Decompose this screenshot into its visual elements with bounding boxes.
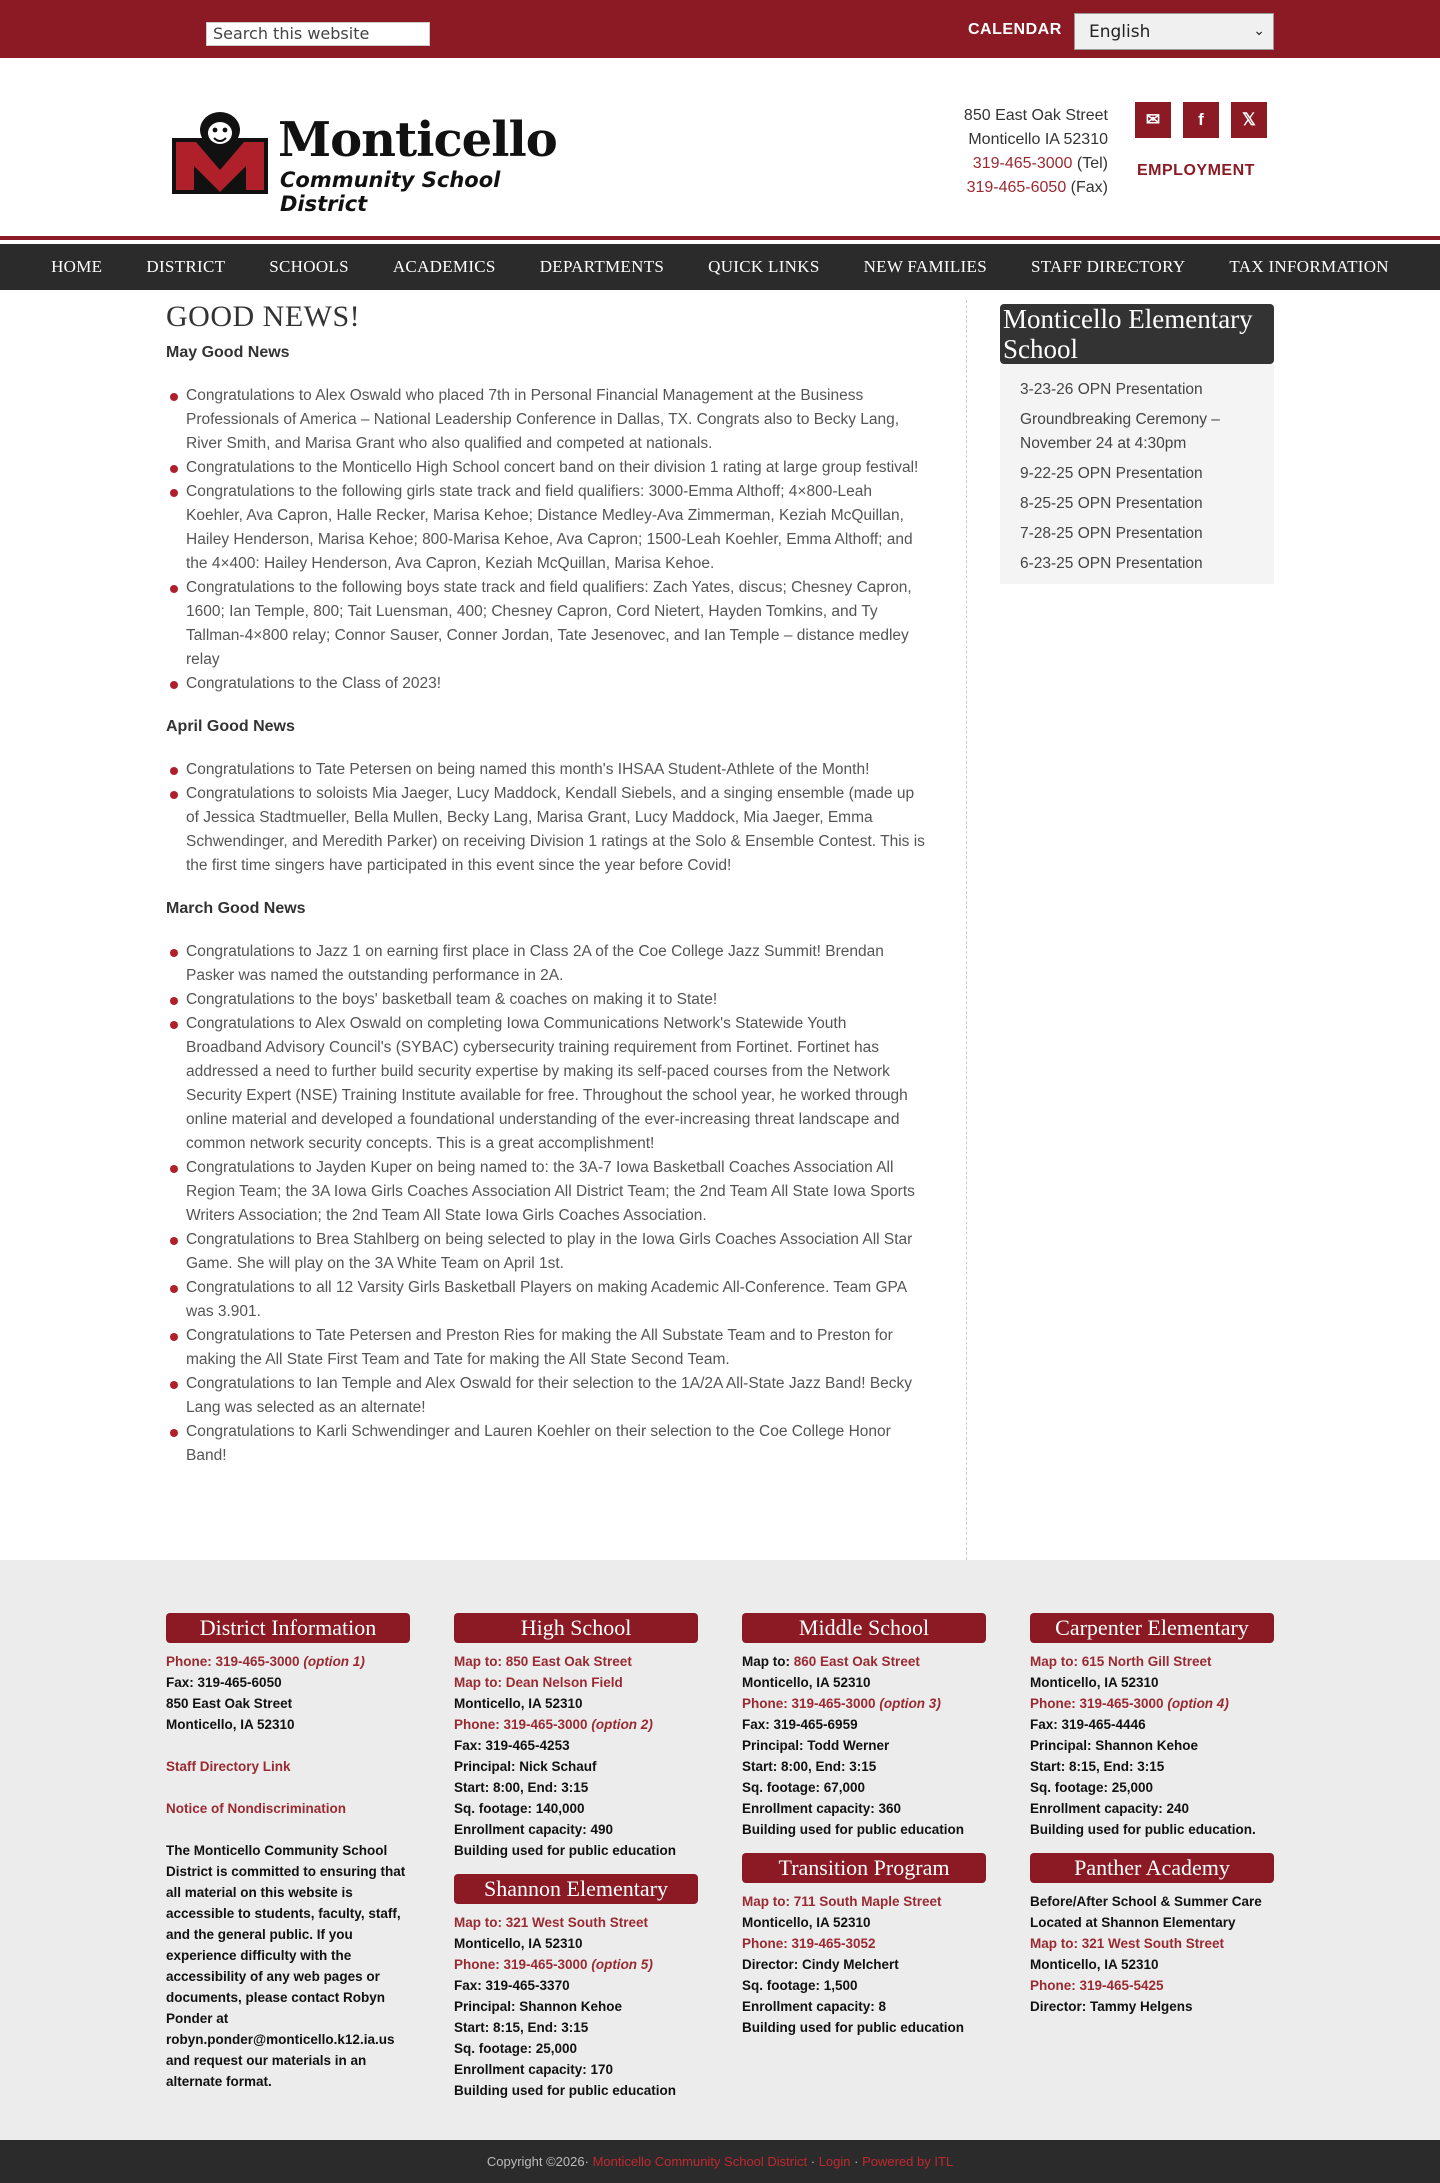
x-twitter-button[interactable]	[1231, 102, 1267, 138]
hours-text: Start: 8:00, End: 3:15	[454, 1780, 589, 1795]
nav-schools[interactable]: SCHOOLS	[269, 257, 349, 276]
list-item: Congratulations to Jayden Kuper on being named to: the 3A-7 Iowa Basketball Coaches Association All Region Team; the 3A Iowa Girls Coaches Association All District Team; the 2nd Team All State Iowa Sports Writers Association; the 2nd Team All State Iowa Girls Coaches Association.	[166, 1156, 926, 1228]
sidebar-link[interactable]: 8-25-25 OPN Presentation	[1020, 495, 1203, 512]
employment-link[interactable]: EMPLOYMENT	[1137, 162, 1255, 179]
nav-quick-links[interactable]: QUICK LINKS	[708, 257, 820, 276]
list-item: Congratulations to Jazz 1 on earning first place in Class 2A of the Coe College Jazz Summit! Brendan Pasker was named the outstanding performance in 2A.	[166, 940, 926, 988]
city-text: Monticello, IA 52310	[1030, 1675, 1159, 1690]
map-link[interactable]: Map to: 850 East Oak Street	[454, 1654, 632, 1669]
director-text: Director: Cindy Melchert	[742, 1957, 899, 1972]
copyright-bar	[0, 2140, 1440, 2183]
footer-carpenter-elementary	[1030, 1613, 1274, 2017]
fax-suffix: (Fax)	[1066, 179, 1108, 196]
list-item: Congratulations to the Monticello High School concert band on their division 1 rating at large group festival!	[166, 456, 926, 480]
phone-option: (option 2)	[591, 1717, 653, 1732]
list-item: Congratulations to the following girls state track and field qualifiers: 3000-Emma Althoff; 4×800-Leah Koehler, Ava Capron, Halle Recker, Marisa Kehoe; Distance Medley-Ava Zimmerman, Keziah McQuillan, Hailey Henderson, Marisa Kehoe; 800-Marisa Kehoe, Ava Capron; 1500-Leah Koehler, Emma Althoff; and the 4×400: Hailey Henderson, Ava Capron, Keziah McQuillan, Marisa Kehoe.	[166, 480, 926, 576]
facebook-button[interactable]	[1183, 102, 1219, 138]
fax-link[interactable]: 319-465-6050	[966, 179, 1067, 196]
building-use-text: Building used for public education	[454, 1843, 676, 1858]
list-item: Congratulations to Karli Schwendinger and Lauren Koehler on their selection to the Coe College Honor Band!	[166, 1420, 926, 1468]
address-line: Monticello, IA 52310	[166, 1717, 295, 1732]
list-item: Congratulations to the following boys state track and field qualifiers: Zach Yates, discus; Chesney Capron, 1600; Ian Temple, 800; Tait Luensman, 400; Chesney Capron, Cord Nietert, Hayden Tomkins, and Ty Tallman-4×800 relay; Connor Sauser, Conner Jordan, Tate Jesenovec, and Ian Temple – distance medley relay	[166, 576, 926, 672]
facebook-icon: f	[1198, 110, 1204, 129]
list-item: Congratulations to the Class of 2023!	[166, 672, 926, 696]
sq-footage-text: Sq. footage: 1,500	[742, 1978, 858, 1993]
location-text: Located at Shannon Elementary	[1030, 1915, 1236, 1930]
list-item: Congratulations to Ian Temple and Alex Oswald for their selection to the 1A/2A All-State Jazz Band! Becky Lang was selected as an alternate!	[166, 1372, 926, 1420]
language-select[interactable]	[1074, 13, 1274, 50]
enrollment-text: Enrollment capacity: 490	[454, 1822, 614, 1837]
phone-link[interactable]: Phone: 319-465-3000	[454, 1717, 592, 1732]
nav-home[interactable]: HOME	[51, 257, 103, 276]
hours-text: Start: 8:15, End: 3:15	[1030, 1759, 1165, 1774]
sidebar	[1000, 304, 1274, 584]
list-item: Congratulations to Alex Oswald on completing Iowa Communications Network's Statewide Youth Broadband Advisory Council's (SYBAC) cybersecurity training requirement from Fortinet. Fortinet has addressed a need to further build security expertise by making its self-paced courses from the Network Security Expert (NSE) Training Institute available for free. Throughout the school year, he worked through online material and developed a foundational understanding of the ever-increasing threat landscape and common network security concepts. This is a great accomplishment!	[166, 1012, 926, 1156]
separator: ·	[850, 2154, 863, 2169]
sq-footage-text: Sq. footage: 67,000	[742, 1780, 866, 1795]
login-link[interactable]: Login	[818, 2154, 851, 2169]
director-text: Director: Tammy Helgens	[1030, 1999, 1193, 2014]
sq-footage-text: Sq. footage: 25,000	[1030, 1780, 1154, 1795]
chevron-down-icon: ⌄	[1253, 23, 1265, 39]
sidebar-link[interactable]: 6-23-25 OPN Presentation	[1020, 555, 1203, 572]
city-text: Monticello, IA 52310	[454, 1936, 583, 1951]
content-divider	[966, 300, 967, 1560]
sidebar-link[interactable]: 9-22-25 OPN Presentation	[1020, 465, 1203, 482]
district-logo[interactable]	[170, 102, 570, 216]
phone-option: (option 4)	[1167, 1696, 1229, 1711]
main-nav	[0, 244, 1440, 290]
search-input[interactable]: Search this website	[206, 22, 430, 46]
footer-high-school	[454, 1613, 698, 2101]
list-item: Congratulations to Tate Petersen and Preston Ries for making the All Substate Team and to Preston for making the All State First Team and Tate for making the All State Second Team.	[166, 1324, 926, 1372]
phone-link[interactable]: Phone: 319-465-3052	[742, 1936, 876, 1951]
principal-text: Principal: Shannon Kehoe	[1030, 1738, 1199, 1753]
separator: ·	[807, 2154, 819, 2169]
phone-link[interactable]: Phone: 319-465-3000	[454, 1957, 592, 1972]
news-list	[166, 940, 926, 1468]
map-link[interactable]: 860 East Oak Street	[793, 1654, 920, 1669]
list-item: Congratulations to Alex Oswald who placed 7th in Personal Financial Management at the Business Professionals of America – National Leadership Conference in Dallas, TX. Congrats also to Becky Lang, River Smith, and Marisa Grant who also qualified and competed at nationals.	[166, 384, 926, 456]
nav-staff-directory[interactable]: STAFF DIRECTORY	[1030, 257, 1186, 276]
enrollment-text: Enrollment capacity: 170	[454, 2062, 614, 2077]
section-heading: April Good News	[166, 718, 295, 735]
sidebar-list	[1000, 364, 1274, 584]
envelope-icon: ✉	[1145, 110, 1161, 129]
main-content	[166, 300, 926, 1490]
principal-text: Principal: Nick Schauf	[454, 1759, 597, 1774]
footer-heading: Transition Program	[742, 1853, 986, 1883]
city-text: Monticello, IA 52310	[1030, 1957, 1159, 1972]
phone-option: (option 5)	[591, 1957, 653, 1972]
sidebar-link[interactable]: Groundbreaking Ceremony – November 24 at 4:30pm	[1020, 411, 1220, 452]
phone-option: (option 3)	[879, 1696, 941, 1711]
building-use-text: Building used for public education.	[1030, 1822, 1256, 1837]
district-address	[930, 104, 1108, 200]
nav-academics[interactable]: ACADEMICS	[392, 257, 496, 276]
building-use-text: Building used for public education	[742, 1822, 964, 1837]
news-list	[166, 758, 926, 878]
city-text: Monticello, IA 52310	[742, 1915, 871, 1930]
x-twitter-icon: 𝕏	[1242, 110, 1256, 129]
sidebar-title: Monticello Elementary School	[1000, 304, 1274, 364]
phone-option: (option 1)	[303, 1654, 365, 1669]
map-link[interactable]: Map to: 321 West South Street	[454, 1915, 649, 1930]
footer-district-info	[166, 1613, 410, 2092]
city-text: Monticello, IA 52310	[454, 1696, 583, 1711]
sq-footage-text: Sq. footage: 140,000	[454, 1801, 585, 1816]
language-value: English	[1089, 22, 1151, 42]
nav-new-families[interactable]: NEW FAMILIES	[863, 257, 987, 276]
phone-link[interactable]: Phone: 319-465-3000	[166, 1654, 304, 1669]
phone-link[interactable]: Phone: 319-465-5425	[1030, 1978, 1164, 1993]
fax-text: Fax: 319-465-4253	[454, 1738, 570, 1753]
fax-text: Fax: 319-465-4446	[1030, 1717, 1146, 1732]
site-header	[0, 58, 1440, 240]
footer-heading: Shannon Elementary	[454, 1874, 698, 1904]
footer-heading: Carpenter Elementary	[1030, 1613, 1274, 1643]
footer-heading: District Information	[166, 1613, 410, 1643]
principal-text: Principal: Shannon Kehoe	[454, 1999, 623, 2014]
map-prefix: Map to:	[742, 1654, 794, 1669]
footer-heading: High School	[454, 1613, 698, 1643]
address-line: 850 East Oak Street	[166, 1696, 293, 1711]
accessibility-statement: The Monticello Community School District is committed to ensuring that all material on this website is accessible to students, faculty, staff, and the general public. If you experience difficulty with the accessibility of any web pages or documents, please contact Robyn Ponder at robyn.ponder@monticello.k12.ia.us and request our materials in an alternate format.	[166, 1843, 406, 2089]
fax-text: Fax: 319-465-3370	[454, 1978, 570, 1993]
footer-heading: Panther Academy	[1030, 1853, 1274, 1883]
map-link[interactable]: Map to: 615 North Gill Street	[1030, 1654, 1212, 1669]
building-use-text: Building used for public education	[454, 2083, 676, 2098]
nondiscrimination-link[interactable]: Notice of Nondiscrimination	[166, 1801, 347, 1816]
phone-link[interactable]: 319-465-3000	[972, 155, 1073, 172]
map-link[interactable]: Map to: 321 West South Street	[1030, 1936, 1225, 1951]
news-list	[166, 384, 926, 696]
map-link[interactable]: Map to: Dean Nelson Field	[454, 1675, 623, 1690]
section-heading: May Good News	[166, 344, 290, 361]
panther-m-logo-icon	[170, 108, 270, 196]
sidebar-link[interactable]: 7-28-25 OPN Presentation	[1020, 525, 1203, 542]
program-text: Before/After School & Summer Care	[1030, 1894, 1262, 1909]
address-line: 850 East Oak Street	[963, 107, 1108, 124]
building-use-text: Building used for public education	[742, 2020, 964, 2035]
enrollment-text: Enrollment capacity: 8	[742, 1999, 887, 2014]
nav-tax-information[interactable]: TAX INFORMATION	[1229, 257, 1389, 276]
hours-text: Start: 8:00, End: 3:15	[742, 1759, 877, 1774]
fax-text: Fax: 319-465-6050	[166, 1675, 282, 1690]
logo-subtitle: Community School District	[280, 168, 501, 216]
nav-district[interactable]: DISTRICT	[146, 257, 226, 276]
list-item: Congratulations to all 12 Varsity Girls Basketball Players on making Academic All-Conference. Team GPA was 3.901.	[166, 1276, 926, 1324]
address-line: Monticello IA 52310	[968, 131, 1108, 148]
phone-link[interactable]: Phone: 319-465-3000	[742, 1696, 880, 1711]
city-text: Monticello, IA 52310	[742, 1675, 871, 1690]
email-button[interactable]	[1135, 102, 1171, 138]
page-title: GOOD NEWS!	[166, 300, 361, 333]
logo-title: Monticello	[278, 112, 557, 168]
copyright-text: Copyright ©2026·	[486, 2154, 593, 2169]
top-bar	[0, 0, 1440, 58]
phone-link[interactable]: Phone: 319-465-3000	[1030, 1696, 1168, 1711]
nav-departments[interactable]: DEPARTMENTS	[539, 257, 665, 276]
list-item: Congratulations to Brea Stahlberg on being selected to play in the Iowa Girls Coaches Association All Star Game. She will play on the 3A White Team on April 1st.	[166, 1228, 926, 1276]
footer-heading: Middle School	[742, 1613, 986, 1643]
site-link[interactable]: Monticello Community School District	[592, 2154, 808, 2169]
enrollment-text: Enrollment capacity: 360	[742, 1801, 902, 1816]
list-item: Congratulations to the boys' basketball team & coaches on making it to State!	[166, 988, 926, 1012]
list-item: Congratulations to soloists Mia Jaeger, Lucy Maddock, Kendall Siebels, and a singing ensemble (made up of Jessica Stadtmueller, Bella Mullen, Becky Lang, Marisa Grant, Lucy Maddock, Mia Jaeger, Emma Schwendinger, and Meredith Parker) on receiving Division 1 ratings at the Solo & Ensemble Contest. This is the first time singers have participated in this event since the year before Covid!	[166, 782, 926, 878]
staff-directory-link[interactable]: Staff Directory Link	[166, 1759, 291, 1774]
principal-text: Principal: Todd Werner	[742, 1738, 890, 1753]
section-heading: March Good News	[166, 900, 306, 917]
list-item: Congratulations to Tate Petersen on being named this month's IHSAA Student-Athlete of the Month!	[166, 758, 926, 782]
footer-middle-school	[742, 1613, 986, 2038]
calendar-link[interactable]: CALENDAR	[968, 21, 1062, 38]
map-link[interactable]: Map to: 711 South Maple Street	[742, 1894, 942, 1909]
tel-suffix: (Tel)	[1072, 155, 1108, 172]
fax-text: Fax: 319-465-6959	[742, 1717, 858, 1732]
site-footer	[0, 1560, 1440, 2140]
sidebar-link[interactable]: 3-23-26 OPN Presentation	[1020, 381, 1203, 398]
powered-by-link[interactable]: Powered by ITL	[862, 2154, 954, 2169]
sq-footage-text: Sq. footage: 25,000	[454, 2041, 578, 2056]
enrollment-text: Enrollment capacity: 240	[1030, 1801, 1190, 1816]
hours-text: Start: 8:15, End: 3:15	[454, 2020, 589, 2035]
